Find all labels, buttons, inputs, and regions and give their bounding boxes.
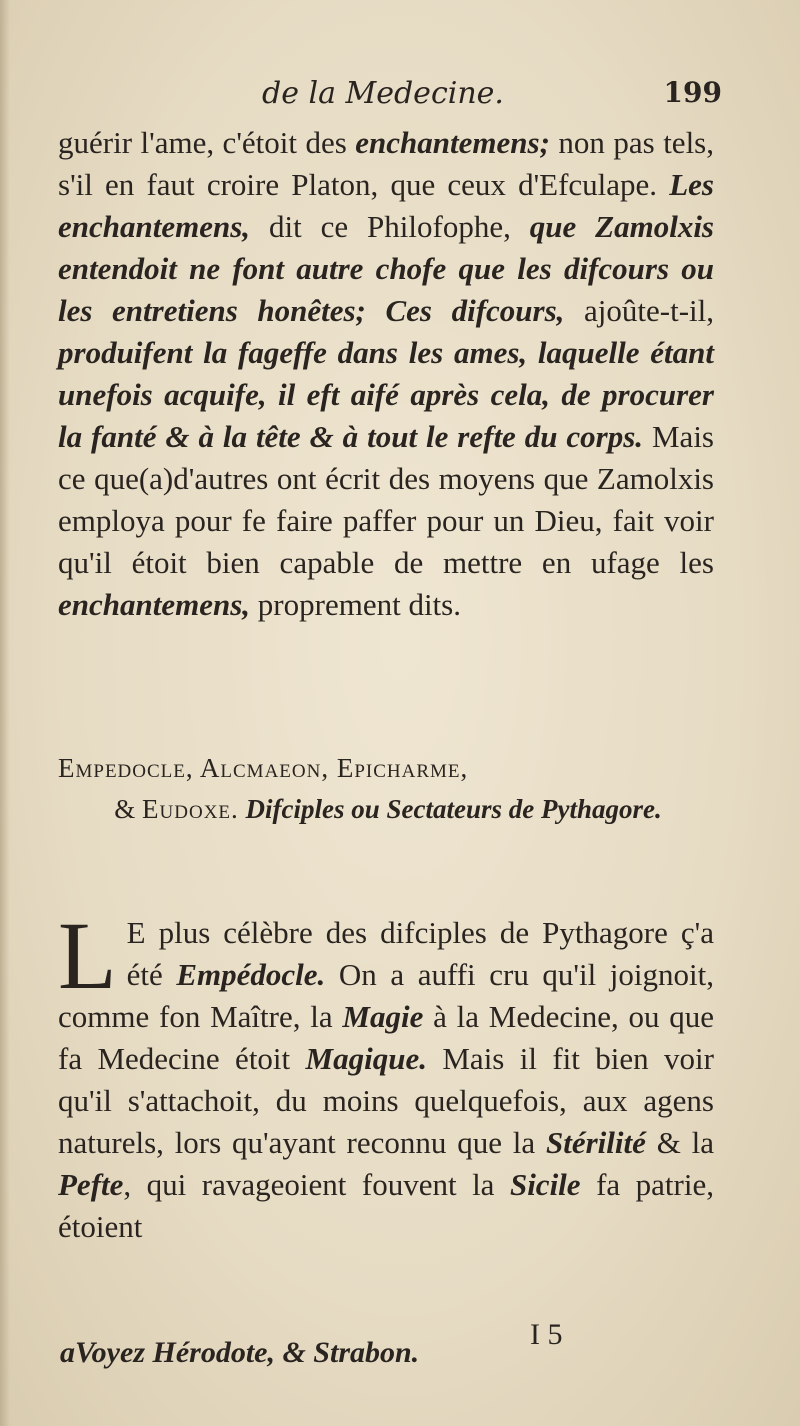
running-title: de la Medecine. bbox=[262, 76, 504, 111]
page-number: 199 bbox=[663, 76, 722, 109]
text-run: guérir l'ame, c'étoit des bbox=[58, 125, 356, 160]
text-run: fa patrie, étoient bbox=[58, 1167, 714, 1244]
heading-eudoxe: Eudoxe. bbox=[142, 794, 239, 824]
text-run: non pas tels, s'il en faut croire Platon, que ceux d'Efculape. bbox=[58, 125, 714, 202]
italic-run: Magique. bbox=[305, 1041, 427, 1076]
italic-run: enchantemens; bbox=[355, 125, 550, 160]
drop-cap: L bbox=[58, 902, 117, 1009]
italic-run: que Zamolxis entendoit ne font autre chofe que les difcours ou les entretiens honêtes; Ces difcours, bbox=[58, 209, 715, 328]
italic-run: Sicile bbox=[509, 1167, 581, 1202]
signature-mark: I 5 bbox=[530, 1318, 563, 1351]
italic-run: enchantemens, bbox=[58, 587, 251, 622]
text-run: proprement dits. bbox=[250, 587, 461, 622]
text-run: ajoûte-t-il, bbox=[564, 293, 714, 328]
footnote: aVoyez Hérodote, & Strabon. bbox=[60, 1336, 420, 1369]
italic-run: Pefte bbox=[58, 1167, 124, 1202]
paragraph-empedocle bbox=[58, 902, 715, 1248]
italic-run: Stérilité bbox=[545, 1125, 646, 1160]
heading-names: Empedocle, Alcmaeon, Epicharme, bbox=[58, 753, 469, 783]
italic-run: Empédocle. bbox=[176, 957, 326, 992]
text-run: & la bbox=[645, 1125, 714, 1160]
page-gutter bbox=[0, 0, 10, 1426]
paragraph-zamolxis bbox=[58, 122, 714, 626]
running-header bbox=[262, 76, 722, 116]
text-run: dit ce Philofophe, bbox=[250, 209, 530, 244]
text-run: , qui ravageoient fouvent la bbox=[123, 1167, 510, 1202]
italic-run: Magie bbox=[342, 999, 424, 1034]
section-heading bbox=[58, 748, 718, 830]
italic-run: Les enchantemens, bbox=[58, 167, 714, 244]
heading-subtitle: Difciples ou Sectateurs de Pythagore. bbox=[238, 794, 662, 824]
text-run: On a auffi cru qu'il joignoit, comme fon Maître, la bbox=[58, 957, 714, 1034]
text-run: à la Medecine, ou que fa Medecine étoit bbox=[58, 999, 715, 1076]
heading-ampersand: & bbox=[114, 794, 143, 824]
text-run: E plus célèbre des difciples de Pythagore ç'a été bbox=[126, 915, 714, 992]
text-run: Mais il fit bien voir qu'il s'attachoit, du moins quelquefois, aux agens naturels, lors qu'ayant reconnu que la bbox=[58, 1041, 714, 1160]
italic-run: produifent la fageffe dans les ames, laquelle étant unefois acquife, il eft aifé après cela, de procurer la fanté & à la tête & à tout le refte du corps. bbox=[58, 335, 714, 454]
text-run: Mais ce que(a)d'autres ont écrit des moyens que Zamolxis employa pour fe faire paffer pour un Dieu, fait voir qu'il étoit bien capable de mettre en ufage les bbox=[58, 419, 714, 580]
